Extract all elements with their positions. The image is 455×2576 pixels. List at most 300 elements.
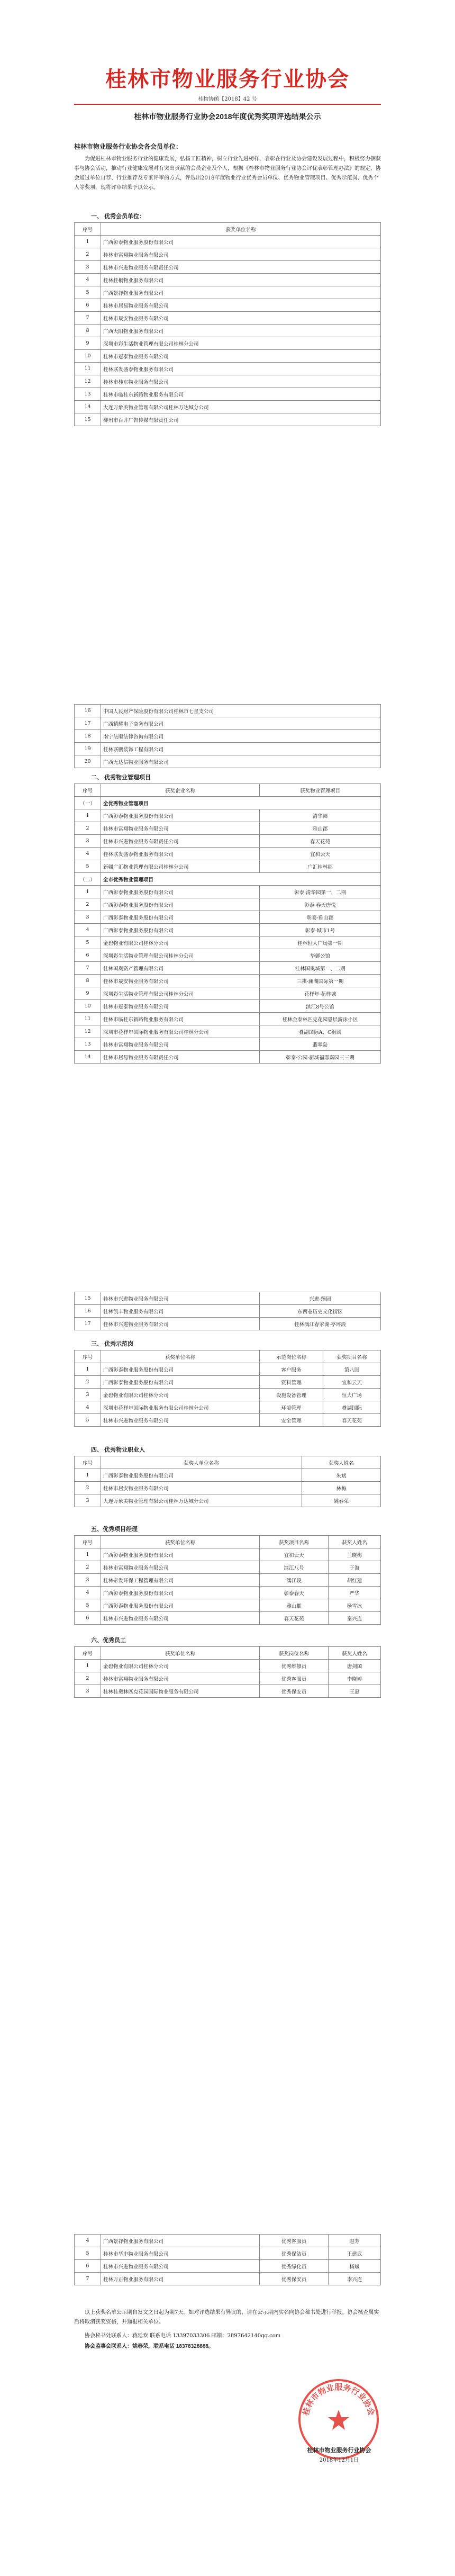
table-cell: 恒大广场 — [323, 1389, 381, 1401]
table-row — [75, 236, 381, 248]
header-cell: 获奖岗位名称 — [260, 1647, 329, 1660]
table-cell: 新疆广汇物业管理有限公司桂林分公司 — [101, 860, 260, 873]
member-units-table-cont — [74, 704, 381, 768]
table-row — [75, 1548, 381, 1561]
row-number: 16 — [75, 705, 101, 717]
table-cell: 彰泰·雅山郡 — [260, 911, 381, 924]
row-number: 4 — [75, 1587, 101, 1599]
group-label: （二） — [75, 873, 101, 886]
table-cell: 中国人民财产保险股份有限公司桂林市七星支公司 — [101, 705, 381, 717]
table-cell: 广西彰泰物业服务股份有限公司 — [101, 809, 260, 822]
table-row — [75, 717, 381, 730]
signature-org: 桂林市物业服务行业协会 — [307, 2447, 371, 2454]
org-title: 桂林市物业服务行业协会 — [105, 68, 350, 91]
row-number: 3 — [75, 261, 101, 274]
header-cell: 获奖人姓名 — [302, 1456, 381, 1469]
table-cell: 李晓婷 — [329, 1672, 381, 1685]
table-cell: 金碧物业有限公司桂林分公司 — [101, 1660, 260, 1672]
projects-table-cont — [74, 1292, 381, 1330]
table-cell: 桂林市兴进物业服务有限责任公司 — [101, 261, 381, 274]
row-number: 15 — [75, 1292, 101, 1305]
row-number: 2 — [75, 1561, 101, 1574]
table-row — [75, 809, 381, 822]
table-row — [75, 1363, 381, 1376]
table-cell: 漓江段 — [260, 1574, 329, 1587]
section-3-title: 三、 优秀示范岗 — [91, 1341, 134, 1347]
header-cell: 序号 — [75, 784, 101, 797]
table-cell: 优秀客服员 — [260, 2235, 329, 2247]
table-cell: 广西彰泰物业服务股份有限公司 — [101, 1587, 260, 1599]
table-cell: 杨斌 — [329, 2260, 381, 2273]
row-number: 1 — [75, 886, 101, 898]
table-cell: 兰晓梅 — [329, 1548, 381, 1561]
table-row — [75, 286, 381, 299]
row-number: 11 — [75, 363, 101, 375]
row-number: 15 — [75, 413, 101, 426]
row-number: 7 — [75, 962, 101, 975]
table-cell: 广西彰泰物业服务股份有限公司 — [101, 1548, 260, 1561]
table-cell: 优秀保安员 — [260, 2273, 329, 2285]
row-number: 1 — [75, 1548, 101, 1561]
table-cell: 桂林市兴进物业服务有限责任公司 — [101, 835, 260, 848]
table-cell: 桂林桂桐物业服务有限公司 — [101, 274, 381, 286]
table-cell: 华御公馆 — [260, 949, 381, 962]
row-number: 2 — [75, 1672, 101, 1685]
table-cell: 深圳彩生活物业管理有限公司桂林分公司 — [101, 987, 260, 1000]
table-cell: 桂林市富翔物业服务有限公司 — [101, 248, 381, 261]
table-row — [75, 835, 381, 848]
table-row — [75, 274, 381, 286]
row-number: 5 — [75, 936, 101, 949]
table-row — [75, 1574, 381, 1587]
row-number: 2 — [75, 1376, 101, 1389]
contact-secretariat: 协会秘书处联系人：蒋廷欢 联系电话 13397033306 邮箱：2897642140qq.com — [85, 2333, 281, 2339]
table-cell: 春天花苑 — [260, 1612, 329, 1625]
table-row — [75, 1401, 381, 1414]
table-cell: 大连万象美物业管理有限公司桂林万达城分公司 — [101, 1494, 302, 1507]
row-number: 8 — [75, 975, 101, 987]
row-number: 6 — [75, 2260, 101, 2273]
table-cell: 胡红建 — [329, 1574, 381, 1587]
row-number: 5 — [75, 2247, 101, 2260]
row-number: 18 — [75, 730, 101, 743]
model-posts-table — [74, 1350, 381, 1427]
row-number: 7 — [75, 312, 101, 325]
table-row — [75, 898, 381, 911]
row-number: 4 — [75, 2235, 101, 2247]
row-number: 3 — [75, 1685, 101, 1698]
table-cell: 深圳市花样年国际物业服务有限公司桂林分公司 — [101, 1025, 260, 1038]
table-row — [75, 1025, 381, 1038]
table-cell: 春天花苑 — [260, 835, 381, 848]
table-row — [75, 1414, 381, 1427]
group-row — [75, 797, 381, 809]
table-row — [75, 1318, 381, 1330]
table-row — [75, 1389, 381, 1401]
table-cell: 桂林万正物业服务有限公司 — [101, 2273, 260, 2285]
table-cell: 桂林市冠泰物业服务有限公司 — [101, 350, 381, 363]
table-cell: 桂林漓江春家湖·亭坪段 — [260, 1318, 381, 1330]
table-row — [75, 755, 381, 768]
table-cell: 广西彰泰物业服务股份有限公司 — [101, 886, 260, 898]
table-cell: 广西彰泰物业服务股份有限公司 — [101, 236, 381, 248]
table-cell: 林梅 — [302, 1482, 381, 1494]
table-row — [75, 337, 381, 350]
table-row — [75, 886, 381, 898]
table-cell: 广西彰泰物业服务股份有限公司 — [101, 1363, 260, 1376]
table-row — [75, 299, 381, 312]
table-cell: 杨雪冰 — [329, 1599, 381, 1612]
table-row — [75, 975, 381, 987]
table-cell: 桂林市富翔物业服务有限公司 — [101, 822, 260, 835]
doc-title: 桂林市物业服务行业协会2018年度优秀奖项评选结果公示 — [134, 112, 321, 121]
table-cell: 广西彰泰物业服务股份有限公司 — [101, 924, 260, 936]
staff-table — [74, 1646, 381, 1698]
header-cell: 获奖单位名称 — [101, 223, 381, 236]
row-number: 4 — [75, 924, 101, 936]
table-row — [75, 848, 381, 860]
row-number: 5 — [75, 860, 101, 873]
table-cell: 优秀保洁员 — [260, 2247, 329, 2260]
row-number: 9 — [75, 987, 101, 1000]
header-cell: 获奖项目名称 — [260, 1536, 329, 1548]
table-cell: 桂林市华中物业服务有限公司 — [101, 2247, 260, 2260]
table-row — [75, 1305, 381, 1318]
table-cell: 彰泰·城市1号 — [260, 924, 381, 936]
table-cell: 金碧物业有限公司桂林分公司 — [101, 1389, 260, 1401]
row-number: 20 — [75, 755, 101, 768]
table-cell: 花样年·花样城 — [260, 987, 381, 1000]
table-cell: 优秀保安员 — [260, 1685, 329, 1698]
table-cell: 柳州市百井广告传媒有限责任公司 — [101, 413, 381, 426]
table-row — [75, 743, 381, 755]
table-cell: 桂林市兴进物业服务有限公司 — [101, 1612, 260, 1625]
table-cell: 李兴连 — [329, 2273, 381, 2285]
row-number: 8 — [75, 325, 101, 337]
table-cell: 第八国 — [323, 1363, 381, 1376]
table-row — [75, 1587, 381, 1599]
table-cell: 叠湖国际A、C组团 — [260, 1025, 381, 1038]
group-row — [75, 873, 381, 886]
row-number: 1 — [75, 1660, 101, 1672]
table-header-row — [75, 784, 381, 797]
intro-paragraph: 为促进桂林市物业服务行业的健康发展，弘扬工匠精神，树立行业先进榜样，表彰在行业及协会建设发展过程中，积极努力捆获事与协会活动，推动行业健康发展对有突出贡献的会员企业及个人，根据《桂林市物业服务行业协会评优表彰管理办法》的规定，协会通过单位自荐、行业推荐及专家评审的方式，评选出2018年度物业行业优秀会员单位、优秀物业管理项目、优秀示范岗、优秀个人等奖项，现将评审结果予以公示。 — [74, 156, 381, 191]
header-cell: 获奖物业管理项目 — [260, 784, 381, 797]
table-cell: 广西天阳物业服务有限公司 — [101, 325, 381, 337]
row-number: 3 — [75, 1574, 101, 1587]
table-row — [75, 1292, 381, 1305]
table-cell: 彰泰·公园·新城福邸嘉园三三期 — [260, 1051, 381, 1064]
header-divider — [74, 104, 381, 105]
table-row — [75, 350, 381, 363]
table-cell: 桂林国奥城第一、二期 — [260, 962, 381, 975]
header-cell: 获奖单位名称 — [101, 1350, 260, 1363]
table-cell: 深圳彩生活物业管理有限公司桂林分公司 — [101, 949, 260, 962]
table-cell: 东西巷历史文化街区 — [260, 1305, 381, 1318]
row-number: 6 — [75, 949, 101, 962]
row-number: 4 — [75, 274, 101, 286]
staff-table-cont — [74, 2234, 381, 2285]
table-cell: 桂林市富翔物业服务有限公司 — [101, 1672, 260, 1685]
table-cell: 深圳市花样年国际物业服务有限公司桂林分公司 — [101, 1401, 260, 1414]
table-row — [75, 248, 381, 261]
table-cell: 滨江八号 — [260, 1561, 329, 1574]
section-4-title: 四、 优秀物业职业人 — [91, 1447, 145, 1453]
table-cell: 叠湖国际 — [323, 1401, 381, 1414]
row-number: 1 — [75, 1363, 101, 1376]
table-row — [75, 388, 381, 401]
row-number: 3 — [75, 1389, 101, 1401]
table-row — [75, 936, 381, 949]
table-cell: 资料管理 — [260, 1376, 323, 1389]
header-cell: 序号 — [75, 1647, 101, 1660]
table-row — [75, 2247, 381, 2260]
table-cell: 广西彰泰物业服务股份有限公司 — [101, 898, 260, 911]
table-cell: 严华 — [329, 1587, 381, 1599]
header-cell: 获奖人单位名称 — [101, 1456, 302, 1469]
table-row — [75, 730, 381, 743]
row-number: 3 — [75, 911, 101, 924]
table-cell: 广西彰泰物业服务股份有限公司 — [101, 1599, 260, 1612]
table-cell: 金碧物业有限公司桂林分公司 — [101, 936, 260, 949]
table-cell: 桂林国奥资产管理有限公司 — [101, 962, 260, 975]
header-cell: 序号 — [75, 1536, 101, 1548]
table-cell: 南宁法顺法律咨询有限公司 — [101, 730, 381, 743]
row-number: 17 — [75, 717, 101, 730]
table-cell: 广西精耀电子商务有限公司 — [101, 717, 381, 730]
table-cell: 安全管理 — [260, 1414, 323, 1427]
table-row — [75, 325, 381, 337]
table-cell: 桂林市兴进物业服务有限公司 — [101, 1292, 260, 1305]
table-cell: 设施设备管理 — [260, 1389, 323, 1401]
table-cell: 彰泰·春天唐悦 — [260, 898, 381, 911]
table-row — [75, 363, 381, 375]
table-cell: 桂林市临桂东新路物业服务有限公司 — [101, 1013, 260, 1025]
table-row — [75, 962, 381, 975]
table-cell: 广西景祥物业服务有限公司 — [101, 286, 381, 299]
section-6-title: 六、优秀员工 — [91, 1637, 126, 1644]
table-row — [75, 1494, 381, 1507]
table-cell: 翡翠岛 — [260, 1038, 381, 1051]
header-cell: 示范岗位名称 — [260, 1350, 323, 1363]
table-header-row — [75, 1456, 381, 1469]
row-number: 3 — [75, 835, 101, 848]
table-cell: 彰泰春天 — [260, 1587, 329, 1599]
member-units-table — [74, 222, 381, 426]
table-cell: 宜和云天 — [323, 1376, 381, 1389]
table-cell: 宜和云天 — [260, 848, 381, 860]
row-number: 19 — [75, 743, 101, 755]
section-5-title: 五、优秀项目经理 — [91, 1526, 138, 1533]
row-number: 9 — [75, 337, 101, 350]
table-cell: 深圳市彩生活物业管理有限公司桂林分公司 — [101, 337, 381, 350]
table-cell: 桂林帝发环保工程管理有限公司 — [101, 1574, 260, 1587]
table-cell: 桂林市富翔物业服务有限公司 — [101, 1561, 260, 1574]
table-cell: 桂林市兴进物业服务有限公司 — [101, 1318, 260, 1330]
table-row — [75, 261, 381, 274]
header-cell: 获奖单位名称 — [101, 1536, 260, 1548]
svg-text:桂林市物业服务行业协会: 桂林市物业服务行业协会 — [301, 2383, 376, 2417]
table-cell: 桂林市兴进物业服务有限公司 — [101, 2260, 260, 2273]
table-cell: 桂林市居安物业服务有限公司 — [101, 1482, 302, 1494]
table-cell: 桂林市桂东物业服务有限公司 — [101, 375, 381, 388]
table-cell: 赵芳 — [329, 2235, 381, 2247]
doc-number: 桂物协函【2018】42 号 — [198, 96, 257, 102]
header-cell: 序号 — [75, 223, 101, 236]
table-row — [75, 1000, 381, 1013]
group-title: 全优秀物业管理项目 — [101, 797, 381, 809]
group-label: （一） — [75, 797, 101, 809]
table-cell: 滨江8号公馆 — [260, 1000, 381, 1013]
table-row — [75, 1685, 381, 1698]
row-number: 2 — [75, 822, 101, 835]
row-number: 3 — [75, 1494, 101, 1507]
header-cell: 获奖项目名称 — [323, 1350, 381, 1363]
table-cell: 春天花苑 — [323, 1414, 381, 1427]
project-managers-table — [74, 1535, 381, 1625]
table-row — [75, 1051, 381, 1064]
table-cell: 兴进·臻园 — [260, 1292, 381, 1305]
row-number: 2 — [75, 248, 101, 261]
header-cell: 序号 — [75, 1350, 101, 1363]
row-number: 12 — [75, 375, 101, 388]
table-cell: 桂林市冠泰物业服务有限公司 — [101, 1000, 260, 1013]
row-number: 13 — [75, 388, 101, 401]
table-cell: 优秀维修员 — [260, 1660, 329, 1672]
table-row — [75, 924, 381, 936]
table-cell: 宜和云天 — [260, 1548, 329, 1561]
table-row — [75, 705, 381, 717]
row-number: 5 — [75, 1414, 101, 1427]
table-cell: 雅山郡 — [260, 1599, 329, 1612]
table-row — [75, 1013, 381, 1025]
table-cell: 王建武 — [329, 2247, 381, 2260]
table-row — [75, 911, 381, 924]
table-cell: 桂林市居易物业服务有限责任公司 — [101, 1051, 260, 1064]
table-row — [75, 1376, 381, 1389]
row-number: 10 — [75, 350, 101, 363]
table-row — [75, 1612, 381, 1625]
table-row — [75, 2260, 381, 2273]
table-cell: 桂林凯丰物业服务有限公司 — [101, 1305, 260, 1318]
table-header-row — [75, 1350, 381, 1363]
table-cell: 桂林市居易物业服务有限公司 — [101, 299, 381, 312]
table-row — [75, 1660, 381, 1672]
row-number: 13 — [75, 1038, 101, 1051]
table-header-row — [75, 1536, 381, 1548]
row-number: 16 — [75, 1305, 101, 1318]
table-cell: 桂林市晟安物业服务有限公司 — [101, 975, 260, 987]
table-cell: 广西无达信物业服务有限公司 — [101, 755, 381, 768]
table-cell: 客户服务 — [260, 1363, 323, 1376]
row-number: 17 — [75, 1318, 101, 1330]
row-number: 5 — [75, 286, 101, 299]
row-number: 14 — [75, 1051, 101, 1064]
table-cell: 桂林市晟安物业服务有限公司 — [101, 312, 381, 325]
table-cell: 桂林市兴进物业服务有限公司 — [101, 1414, 260, 1427]
row-number: 1 — [75, 1469, 101, 1482]
table-row — [75, 1672, 381, 1685]
salutation: 桂林市物业服务行业协会各会员单位： — [74, 143, 183, 150]
row-number: 6 — [75, 1612, 101, 1625]
table-row — [75, 822, 381, 835]
header-cell: 获奖企业名称 — [101, 784, 260, 797]
section-2-title: 二、 优秀物业管理项目 — [91, 774, 151, 781]
table-cell: 三祺·澜湖国际第一期 — [260, 975, 381, 987]
row-number: 1 — [75, 236, 101, 248]
table-row — [75, 860, 381, 873]
table-cell: 王惠 — [329, 1685, 381, 1698]
table-cell: 桂林恒大广场第一期 — [260, 936, 381, 949]
row-number: 14 — [75, 401, 101, 413]
row-number: 7 — [75, 2273, 101, 2285]
table-cell: 桂林联发盛泰物业服务有限公司 — [101, 363, 381, 375]
table-cell: 广西彰泰物业服务股份有限公司 — [101, 911, 260, 924]
table-row — [75, 949, 381, 962]
table-cell: 桂林金泰林匹克花园恩层游泳小区 — [260, 1013, 381, 1025]
table-cell: 广西彰泰物业服务股份有限公司 — [101, 1376, 260, 1389]
group-title: 全市优秀物业管理项目 — [101, 873, 381, 886]
table-header-row — [75, 1647, 381, 1660]
table-cell: 唐剑国 — [329, 1660, 381, 1672]
table-cell: 清华园 — [260, 809, 381, 822]
professionals-table — [74, 1456, 381, 1507]
header-cell: 序号 — [75, 1456, 101, 1469]
table-row — [75, 2235, 381, 2247]
table-cell: 秦兴连 — [329, 1612, 381, 1625]
table-row — [75, 2273, 381, 2285]
table-row — [75, 401, 381, 413]
header-cell: 获奖单位名称 — [101, 1647, 260, 1660]
table-cell: 环境管理 — [260, 1401, 323, 1414]
table-cell: 广汇桂林郡 — [260, 860, 381, 873]
projects-table — [74, 783, 381, 1064]
row-number: 6 — [75, 299, 101, 312]
table-row — [75, 987, 381, 1000]
table-cell: 广西彰泰物业服务股份有限公司 — [101, 1469, 302, 1482]
contact-supervisor: 协会监事会联系人：姚春荣，联系电话 18378328888。 — [85, 2344, 214, 2349]
table-cell: 桂林联发盛泰物业服务有限公司 — [101, 848, 260, 860]
table-cell: 雅山郡 — [260, 822, 381, 835]
table-cell: 桂林市临桂东新路物业服务有限公司 — [101, 388, 381, 401]
table-cell: 桂林桂奥林匹克花园国际物业服务有限公司 — [101, 1685, 260, 1698]
table-header-row — [75, 223, 381, 236]
table-cell: 优秀绿化员 — [260, 2260, 329, 2273]
table-row — [75, 1482, 381, 1494]
table-row — [75, 312, 381, 325]
table-row — [75, 1469, 381, 1482]
table-cell: 彰泰·清华园第一、二期 — [260, 886, 381, 898]
header-cell: 获奖人姓名 — [329, 1647, 381, 1660]
row-number: 5 — [75, 1599, 101, 1612]
table-cell: 桂林联鹏装饰工程有限公司 — [101, 743, 381, 755]
table-row — [75, 1561, 381, 1574]
signature-date: 2018年12月1日 — [319, 2457, 359, 2463]
table-cell: 优秀客服员 — [260, 1672, 329, 1685]
notice-paragraph: 以上获奖名单公示期自发文之日起为期7天。如对评选结果有异议的，请在公示期内实名向协会秘书处进行举报。协会核查属实后将取消获奖资格，并通报相关单位。 — [74, 2310, 379, 2325]
table-cell: 朱斌 — [302, 1469, 381, 1482]
header-cell: 获奖人姓名 — [329, 1536, 381, 1548]
row-number: 4 — [75, 1401, 101, 1414]
table-cell: 大连万象美物业管理有限公司桂林万达城分公司 — [101, 401, 381, 413]
table-cell: 于海 — [329, 1561, 381, 1574]
row-number: 12 — [75, 1025, 101, 1038]
row-number: 2 — [75, 898, 101, 911]
section-1-title: 一、 优秀会员单位： — [91, 213, 145, 220]
table-cell: 姚春荣 — [302, 1494, 381, 1507]
table-cell: 广西景祥物业服务有限公司 — [101, 2235, 260, 2247]
table-row — [75, 413, 381, 426]
